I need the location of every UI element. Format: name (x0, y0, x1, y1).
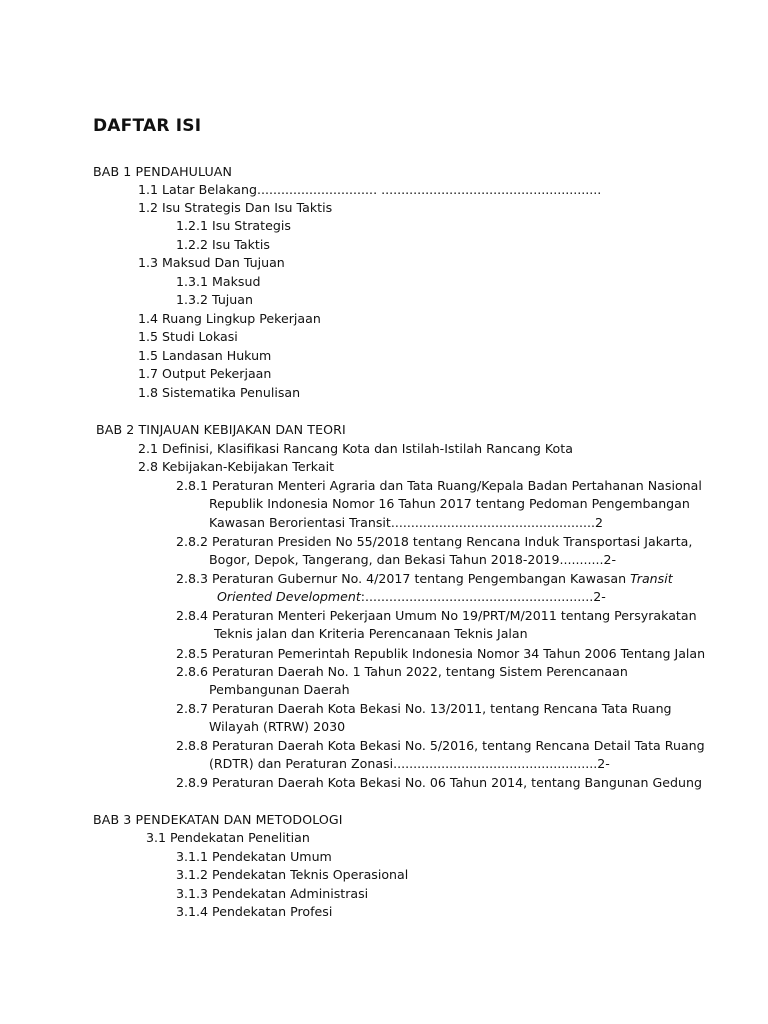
toc-entry-2-8-8: 2.8.8 Peraturan Daerah Kota Bekasi No. 5/2016, tentang Rencana Detail Tata Ruang (176, 738, 705, 753)
toc-entry-1-2: 1.2 Isu Strategis Dan Isu Taktis (138, 200, 333, 215)
toc-entry-1-8: 1.8 Sistematika Penulisan (138, 385, 301, 400)
toc-entry-2-8-9: 2.8.9 Peraturan Daerah Kota Bekasi No. 06 Tahun 2014, tentang Bangunan Gedung (176, 775, 702, 790)
toc-entry-3-1-1: 3.1.1 Pendekatan Umum (176, 849, 332, 864)
toc-entry-2-1: 2.1 Definisi, Klasifikasi Rancang Kota dan Istilah-Istilah Rancang Kota (138, 441, 573, 456)
chapter-heading-bab-1: BAB 1 PENDAHULUAN (93, 164, 233, 179)
toc-entry-1-3-2: 1.3.2 Tujuan (176, 292, 253, 307)
toc-entry-2-8-6: 2.8.6 Peraturan Daerah No. 1 Tahun 2022, tentang Sistem Perencanaan (176, 664, 628, 679)
toc-entry-2-8-1-cont-1: Republik Indonesia Nomor 16 Tahun 2017 tentang Pedoman Pengembangan (209, 496, 690, 511)
page-title: DAFTAR ISI (93, 116, 202, 136)
toc-entry-3-1-3: 3.1.3 Pendekatan Administrasi (176, 886, 369, 901)
toc-entry-2-8-2: 2.8.2 Peraturan Presiden No 55/2018 tentang Rencana Induk Transportasi Jakarta, (176, 534, 693, 549)
toc-entry-2-8-4: 2.8.4 Peraturan Menteri Pekerjaan Umum No 19/PRT/M/2011 tentang Persyrakatan (176, 608, 697, 623)
toc-entry-3-1-2: 3.1.2 Pendekatan Teknis Operasional (176, 867, 409, 882)
toc-entry-2-8-3-cont-italic: Oriented Development (217, 589, 361, 604)
toc-entry-2-8-3-cont-dots: :.........................................................2- (360, 589, 606, 604)
chapter-heading-bab-3: BAB 3 PENDEKATAN DAN METODOLOGI (93, 812, 343, 827)
toc-entry-2-8-2-cont: Bogor, Depok, Tangerang, dan Bekasi Tahun 2018-2019...........2- (209, 552, 617, 567)
toc-entry-1-1: 1.1 Latar Belakang.............................. ....................................................... (138, 182, 602, 197)
toc-entry-2-8-3-italic: Transit (630, 571, 673, 586)
toc-entry-1-7: 1.7 Output Pekerjaan (138, 366, 272, 381)
toc-entry-1-4: 1.4 Ruang Lingkup Pekerjaan (138, 311, 321, 326)
toc-entry-2-8-1-cont-2: Kawasan Berorientasi Transit...................................................2 (209, 515, 604, 530)
toc-entry-2-8-6-cont: Pembangunan Daerah (209, 682, 350, 697)
toc-entry-2-8-3 (176, 570, 673, 588)
toc-entry-2-8-7: 2.8.7 Peraturan Daerah Kota Bekasi No. 13/2011, tentang Rencana Tata Ruang (176, 701, 672, 716)
chapter-heading-bab-2: BAB 2 TINJAUAN KEBIJAKAN DAN TEORI (96, 422, 346, 437)
toc-entry-2-8-8-cont: (RDTR) dan Peraturan Zonasi...................................................2- (209, 756, 610, 771)
toc-entry-1-3-1: 1.3.1 Maksud (176, 274, 261, 289)
toc-entry-1-2-2: 1.2.2 Isu Taktis (176, 237, 270, 252)
toc-entry-2-8-3-cont (217, 588, 606, 606)
toc-entry-2-8-3-text: 2.8.3 Peraturan Gubernur No. 4/2017 tentang Pengembangan Kawasan (176, 571, 631, 586)
toc-entry-2-8-7-cont: Wilayah (RTRW) 2030 (209, 719, 346, 734)
toc-entry-3-1: 3.1 Pendekatan Penelitian (146, 830, 310, 845)
toc-entry-1-3: 1.3 Maksud Dan Tujuan (138, 255, 285, 270)
toc-entry-3-1-4: 3.1.4 Pendekatan Profesi (176, 904, 333, 919)
toc-entry-2-8-4-cont: Teknis jalan dan Kriteria Perencanaan Teknis Jalan (214, 626, 528, 641)
toc-entry-1-5-landasan: 1.5 Landasan Hukum (138, 348, 272, 363)
toc-entry-2-8-1: 2.8.1 Peraturan Menteri Agraria dan Tata Ruang/Kepala Badan Pertahanan Nasional (176, 478, 702, 493)
toc-entry-1-5-studi: 1.5 Studi Lokasi (138, 329, 238, 344)
toc-entry-1-2-1: 1.2.1 Isu Strategis (176, 218, 291, 233)
toc-entry-2-8-5: 2.8.5 Peraturan Pemerintah Republik Indonesia Nomor 34 Tahun 2006 Tentang Jalan (176, 646, 706, 661)
toc-entry-2-8: 2.8 Kebijakan-Kebijakan Terkait (138, 459, 335, 474)
